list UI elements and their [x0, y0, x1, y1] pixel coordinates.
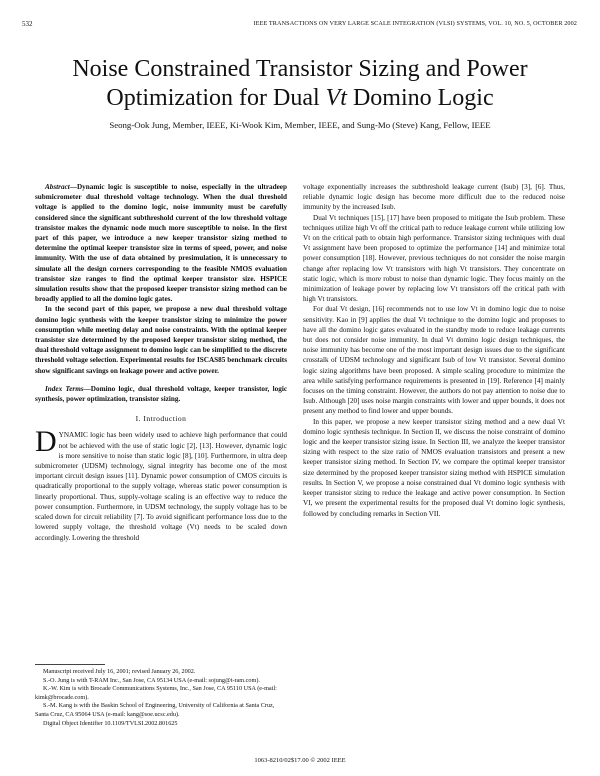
index-terms: Index Terms—Domino logic, dual threshold voltage, keeper transistor, logic synthesis, power optimization, transistor sizing. — [35, 384, 288, 404]
page-number: 532 — [22, 20, 33, 28]
running-header: IEEE TRANSACTIONS ON VERY LARGE SCALE INTEGRATION (VLSI) SYSTEMS, VOL. 10, NO. 5, OCTOBER 2002 — [253, 20, 577, 27]
right-column — [303, 182, 565, 519]
intro-paragraph: DYNAMIC logic has been widely used to achieve high performance that could not be achieved with the use of static logic [2], [13]. However, dynamic logic is more sensitive to noise than static logic [8], [10]. Furthermore, in ultra deep submicrometer (UDSM) technology, signal integrity has become one of the most important circuit design issues [11]. Dynamic power consumption of CMOS circuits is quadratically proportional to the supply voltage, whereas static power consumption is linearly proportional. Thus, supply-voltage scaling is an effective way to reduce the power consumption. Furthermore, in UDSM technology, the supply voltage has to be scaled down for circuit reliability [7]. To avoid significant performance loss due to the lowered supply voltage, the threshold voltage (Vt) needs to be scaled down accordingly. Lowering the threshold — [35, 425, 287, 542]
body-paragraph-2: Dual Vt techniques [15], [17] have been proposed to mitigate the Isub problem. These techniques utilize high Vt off the critical path to reduce leakage current while utilizing low Vt on the critical path to obtain high performance. Transistor sizing techniques with dual Vt assignment have been proposed to optimize the performance [14] and minimize total power consumption [18]. However, previous techniques do not consider the noise margin change after replacing low Vt transistors with high Vt transistors. They concentrate on static logic, which is more robust to noise than dynamic logic. They focus mainly on the minimization of leakage power by replacing low Vt transistors off the critical path with high Vt transistors. — [303, 213, 565, 304]
abstract-paragraph-2: In the second part of this paper, we propose a new dual threshold voltage domino logic synthesis with the keeper transistor sizing to minimize the power consumption while meeting delay and noise constraints. With the optimal keeper transistor size determined by the proposed keeper transistor sizing method, the dual threshold voltage assignment to domino logic can be simplified to the discrete threshold voltage selection. Experimental results for ISCAS85 benchmark circuits show significant savings on leakage power and active power. — [35, 305, 287, 375]
vt-symbol: Vt — [325, 85, 347, 111]
footnote-received: Manuscript received July 16, 2001; revised January 26, 2002. — [43, 668, 196, 675]
title-line-2: Optimization for Dual Vt Domino Logic — [106, 85, 494, 111]
footnote-author-3: S.-M. Kang is with the Baskin School of Engineering, University of California at Santa Cruz, Santa Cruz, CA 95064 USA (e-mail: kang@soe.ucsc.edu). — [35, 702, 275, 718]
footnotes — [35, 664, 287, 728]
copyright-line: 1063-8210/02$17.00 © 2002 IEEE — [254, 757, 346, 764]
footnote-divider — [35, 664, 105, 665]
section-heading-introduction: I. Introduction — [135, 414, 187, 424]
title-line-1: Noise Constrained Transistor Sizing and Power — [72, 56, 528, 82]
drop-cap: D — [35, 425, 57, 459]
abstract-paragraph-1: Abstract—Dynamic logic is susceptible to noise, especially in the ultradeep submicrometer dual threshold voltage technology. When the dual threshold voltage is applied to the domino logic, noise immunity must be carefully considered since the significant subthreshold current of the low threshold voltage transistor makes the dynamic node much more susceptible to noise. In the first part of this paper, we introduce a new keeper transistor sizing method to determine the optimal keeper transistor size in terms of speed, power, and noise immunity. With the use of data obtained by presimulation, it is unnecessary to simulate all the design corners corresponding to the feasible NMOS evaluation transistor size ranges to find the optimal keeper transistor size. HSPICE simulation results show that the proposed keeper transistor sizing method can be broadly applied to all the domino logic gates. — [35, 183, 287, 304]
body-paragraph-4: In this paper, we propose a new keeper transistor sizing method and a new dual Vt domino logic synthesis technique. In Section II, we discuss the noise constraint of domino logic and the keeper transistor sizing issue. In Section III, we analyze the keeper transistor sizing with respect to the size ratio of NMOS evaluation transistors and present a new keeper transistor sizing method. In Section IV, we compare the optimal keeper transistor size determined by the proposed keeper transistor sizing method with HSPICE simulation results. In Section V, we propose a noise constrained dual Vt domino logic synthesis with keeper transistor sizing to reduce the leakage and active power consumption. In Section VI, we present the experimental results for the proposed dual Vt domino logic synthesis, followed by concluding remarks in Section VII. — [303, 417, 565, 518]
index-terms-label: Index Terms— — [45, 384, 91, 393]
abstract-label: Abstract— — [45, 183, 77, 191]
paper-title — [0, 55, 600, 113]
author-list: Seong-Ook Jung, Member, IEEE, Ki-Wook Kim, Member, IEEE, and Sung-Mo (Steve) Kang, Fellow, IEEE — [109, 120, 491, 130]
footnote-author-1: S.-O. Jung is with T-RAM Inc., San Jose, CA 95134 USA (e-mail: sojung@t-ram.com). — [43, 676, 260, 684]
footnote-author-2: K.-W. Kim is with Brocade Communications Systems, Inc., San Jose, CA 95110 USA (e-mail: kimk@brocade.com). — [35, 685, 277, 701]
left-column — [35, 182, 287, 543]
body-paragraph-3: For dual Vt design, [16] recommends not to use low Vt in domino logic due to noise sensitivity. Kao in [9] applies the dual Vt technique to the domino logic and proposes to have all the domino logic gates evaluated in the standby mode to reduce leakage currents but does not consider noise immunity. In dual Vt domino logic design techniques, the noise immunity has become one of the most important design issues due to the significant crosstalk of UDSM technology and significant Isub of low Vt transistor. Several domino logic sizing algorithms have been proposed. A simple scaling procedure to minimize the area while satisfying performance requirements is presented in [19]. Reference [4] mainly focuses on the timing constraint. However, the authors do not pay attention to noise due to Isub. Although [20] uses noise margin constraints with lower and upper bounds, it does not present any method to find lower and upper bounds. — [303, 305, 565, 416]
footnote-doi: Digital Object Identifier 10.1109/TVLSI.2002.801625 — [43, 719, 178, 727]
body-paragraph-1: voltage exponentially increases the subthreshold leakage current (Isub) [3], [6]. Thus, reliable dynamic logic design has become more difficult due to the reduced noise immunity by the increased Isub. — [303, 183, 565, 212]
